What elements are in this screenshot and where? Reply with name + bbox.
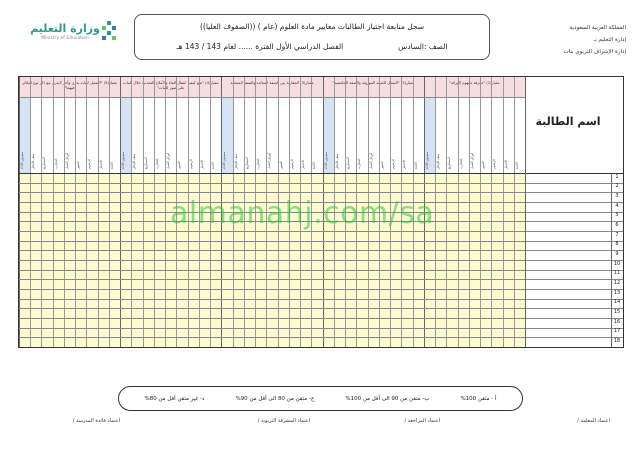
table-row-line bbox=[19, 192, 623, 193]
subcolumn-label: ملف الإنجاز bbox=[132, 153, 137, 169]
table-row-line bbox=[19, 270, 623, 271]
standard-title-3: معيار(3) المقارنة بين الصفة السائدة والصفة المتنحية bbox=[230, 80, 314, 85]
number-column-divider bbox=[611, 173, 612, 347]
grade-label: الصف :السادس bbox=[398, 42, 448, 51]
subcolumn-label: التجارب bbox=[256, 158, 261, 169]
subcolumn-label: الاختبار bbox=[503, 159, 508, 169]
standard-title-2: معيار(2) "التمثيل للصفة الموروثة والصفة المكتسبة" bbox=[332, 80, 415, 85]
subcolumn-label: الاختبار bbox=[199, 159, 204, 169]
row-number: 17 bbox=[613, 328, 621, 335]
subcolumn-label: مستوى الأداء bbox=[121, 151, 126, 169]
subcolumn-label: ملف الإنجاز bbox=[436, 153, 441, 169]
table-row-line bbox=[19, 260, 623, 261]
row-number: 15 bbox=[613, 308, 621, 315]
row-number: 1 bbox=[615, 173, 619, 180]
legend-a: أ - متقن 100% bbox=[460, 395, 497, 402]
row-number: 14 bbox=[613, 299, 621, 306]
subcolumn-label: المشاريع bbox=[244, 157, 249, 169]
subcolumn-label: التجارب bbox=[458, 158, 463, 169]
subcolumn-label: الاختبار bbox=[402, 159, 407, 169]
watermark: almanahj.com/sa bbox=[170, 196, 435, 231]
subcolumn-label: أوراق العمل bbox=[368, 153, 373, 169]
standard-title-5: معيار(5) "التمثيل لنبات بذري وآخر لابذري مع ذكر نوع التكاثر فيهما" bbox=[22, 80, 117, 90]
subcolumn-label: الأداة bbox=[211, 162, 216, 169]
legend-c: ج- متقن من 80 الى أقل من 90% bbox=[235, 395, 315, 402]
table-row-line bbox=[19, 279, 623, 280]
subcolumn-label: الاختبار bbox=[98, 159, 103, 169]
student-name-header: اسم الطالبة bbox=[535, 115, 601, 128]
subcolumn-label: مستوى الأداء bbox=[222, 151, 227, 169]
subcolumn-label: الرسوم bbox=[492, 159, 497, 169]
ministry-header bbox=[506, 22, 626, 58]
subcolumn-label: الصور bbox=[278, 161, 283, 169]
row-number: 5 bbox=[615, 212, 619, 219]
subcolumn-label: مستوى الأداء bbox=[323, 151, 328, 169]
subcolumn-label: الرسوم bbox=[391, 159, 396, 169]
table-row-line bbox=[19, 289, 623, 290]
row-number: 9 bbox=[615, 250, 619, 257]
subcolumn-label: المشاريع bbox=[447, 157, 452, 169]
subcolumn-label: التجارب bbox=[357, 158, 362, 169]
subcolumn-label: الرسوم bbox=[87, 159, 92, 169]
term-label: الفصل الدراسي الأول الفترة ...... لعام 143 / 143 هـ bbox=[176, 42, 344, 51]
table-row-line bbox=[19, 231, 623, 232]
standard-title-4: معيار(4) "تتبع كيفية انتقال الماء والأملاح المعدنية خلال النبات على صور للنبات" bbox=[123, 80, 219, 90]
name-column-divider bbox=[525, 77, 526, 347]
row-number: 4 bbox=[615, 202, 619, 209]
header-line-department: إدارة التعليم بـ bbox=[593, 37, 626, 43]
subcolumn-label: التجارب bbox=[154, 158, 159, 169]
subcolumn-label: الصور bbox=[379, 161, 384, 169]
header-line-supervision: إدارة الإشراف التربوي بنات bbox=[563, 49, 626, 55]
row-number: 2 bbox=[615, 183, 619, 190]
subcolumn-label: المشاريع bbox=[42, 157, 47, 169]
row-number: 3 bbox=[615, 192, 619, 199]
subcolumn-label: ملف الإنجاز bbox=[334, 153, 339, 169]
table-row-line bbox=[19, 318, 623, 319]
legend-b: ب- متقن من 90 الى أقل من 100% bbox=[345, 395, 430, 402]
subcolumn-label: ملف الإنجاز bbox=[31, 153, 36, 169]
subcolumn-label: الأداة bbox=[514, 162, 519, 169]
row-number: 13 bbox=[613, 289, 621, 296]
ministry-logo-icon bbox=[98, 20, 120, 42]
row-number: 6 bbox=[615, 221, 619, 228]
subcolumn-label: الصور bbox=[481, 161, 486, 169]
table-row-line bbox=[19, 250, 623, 251]
logo-text-en: Ministry of Education bbox=[41, 36, 89, 41]
header-divider bbox=[19, 97, 525, 98]
row-number: 18 bbox=[613, 337, 621, 344]
table-row-line bbox=[19, 299, 623, 300]
row-number: 7 bbox=[615, 231, 619, 238]
table-row-line bbox=[19, 183, 623, 184]
signature-reviewer: اعتماد المراجعة / bbox=[404, 418, 440, 424]
subcolumn-label: المشاريع bbox=[143, 157, 148, 169]
subcolumn-label: مستوى الأداء bbox=[424, 151, 429, 169]
record-title: سجل متابعة اجتياز الطالبات معايير مادة العلوم (عام ) ((الصفوف العليا)) bbox=[199, 22, 425, 31]
subcolumn-label: الصور bbox=[177, 161, 182, 169]
logo-text-ar: وزارة التعليم bbox=[30, 22, 100, 35]
mastery-legend bbox=[118, 386, 523, 411]
title-box bbox=[134, 14, 490, 60]
row-number: 8 bbox=[615, 241, 619, 248]
signature-supervisor: اعتماد المشرفة التربوية / bbox=[257, 418, 310, 424]
subcolumn-label: الأداة bbox=[312, 162, 317, 169]
row-number: 16 bbox=[613, 318, 621, 325]
row-number: 10 bbox=[613, 260, 621, 267]
subcolumn-label: أوراق العمل bbox=[267, 153, 272, 169]
subcolumn-label: الصور bbox=[76, 161, 81, 169]
subcolumn-label: الرسوم bbox=[289, 159, 294, 169]
subcolumn-label: الأداة bbox=[413, 162, 418, 169]
table-row-line bbox=[19, 241, 623, 242]
row-number: 12 bbox=[613, 279, 621, 286]
subcolumn-label: التجارب bbox=[53, 158, 58, 169]
subcolumn-label: أوراق العمل bbox=[166, 153, 171, 169]
standard-title-1: معيار(1) "معرفة مفهوم الوراثة" bbox=[449, 80, 500, 85]
subcolumn-label: المشاريع bbox=[346, 157, 351, 169]
signature-teacher: اعتماد المعلمة / bbox=[577, 418, 610, 424]
table-row-line bbox=[19, 308, 623, 309]
legend-d: د- غير متقن أقل من 80% bbox=[144, 395, 205, 402]
subcolumn-label: الرسوم bbox=[188, 159, 193, 169]
subcolumn-label: مستوى الأداء bbox=[19, 151, 24, 169]
table-row-line bbox=[19, 337, 623, 338]
header-bottom-line bbox=[19, 173, 623, 174]
signature-principal: اعتماد قائدة المدرسة / bbox=[72, 418, 120, 424]
row-number: 11 bbox=[613, 270, 621, 277]
subcolumn-label: أوراق العمل bbox=[469, 153, 474, 169]
subcolumn-label: الأداة bbox=[109, 162, 114, 169]
subcolumn-label: أوراق العمل bbox=[64, 153, 69, 169]
subcolumn-label: الاختبار bbox=[301, 159, 306, 169]
header-line-kingdom: المملكة العربية السعودية bbox=[569, 25, 626, 31]
table-row-line bbox=[19, 328, 623, 329]
ministry-logo bbox=[20, 22, 110, 52]
subcolumn-label: ملف الإنجاز bbox=[233, 153, 238, 169]
